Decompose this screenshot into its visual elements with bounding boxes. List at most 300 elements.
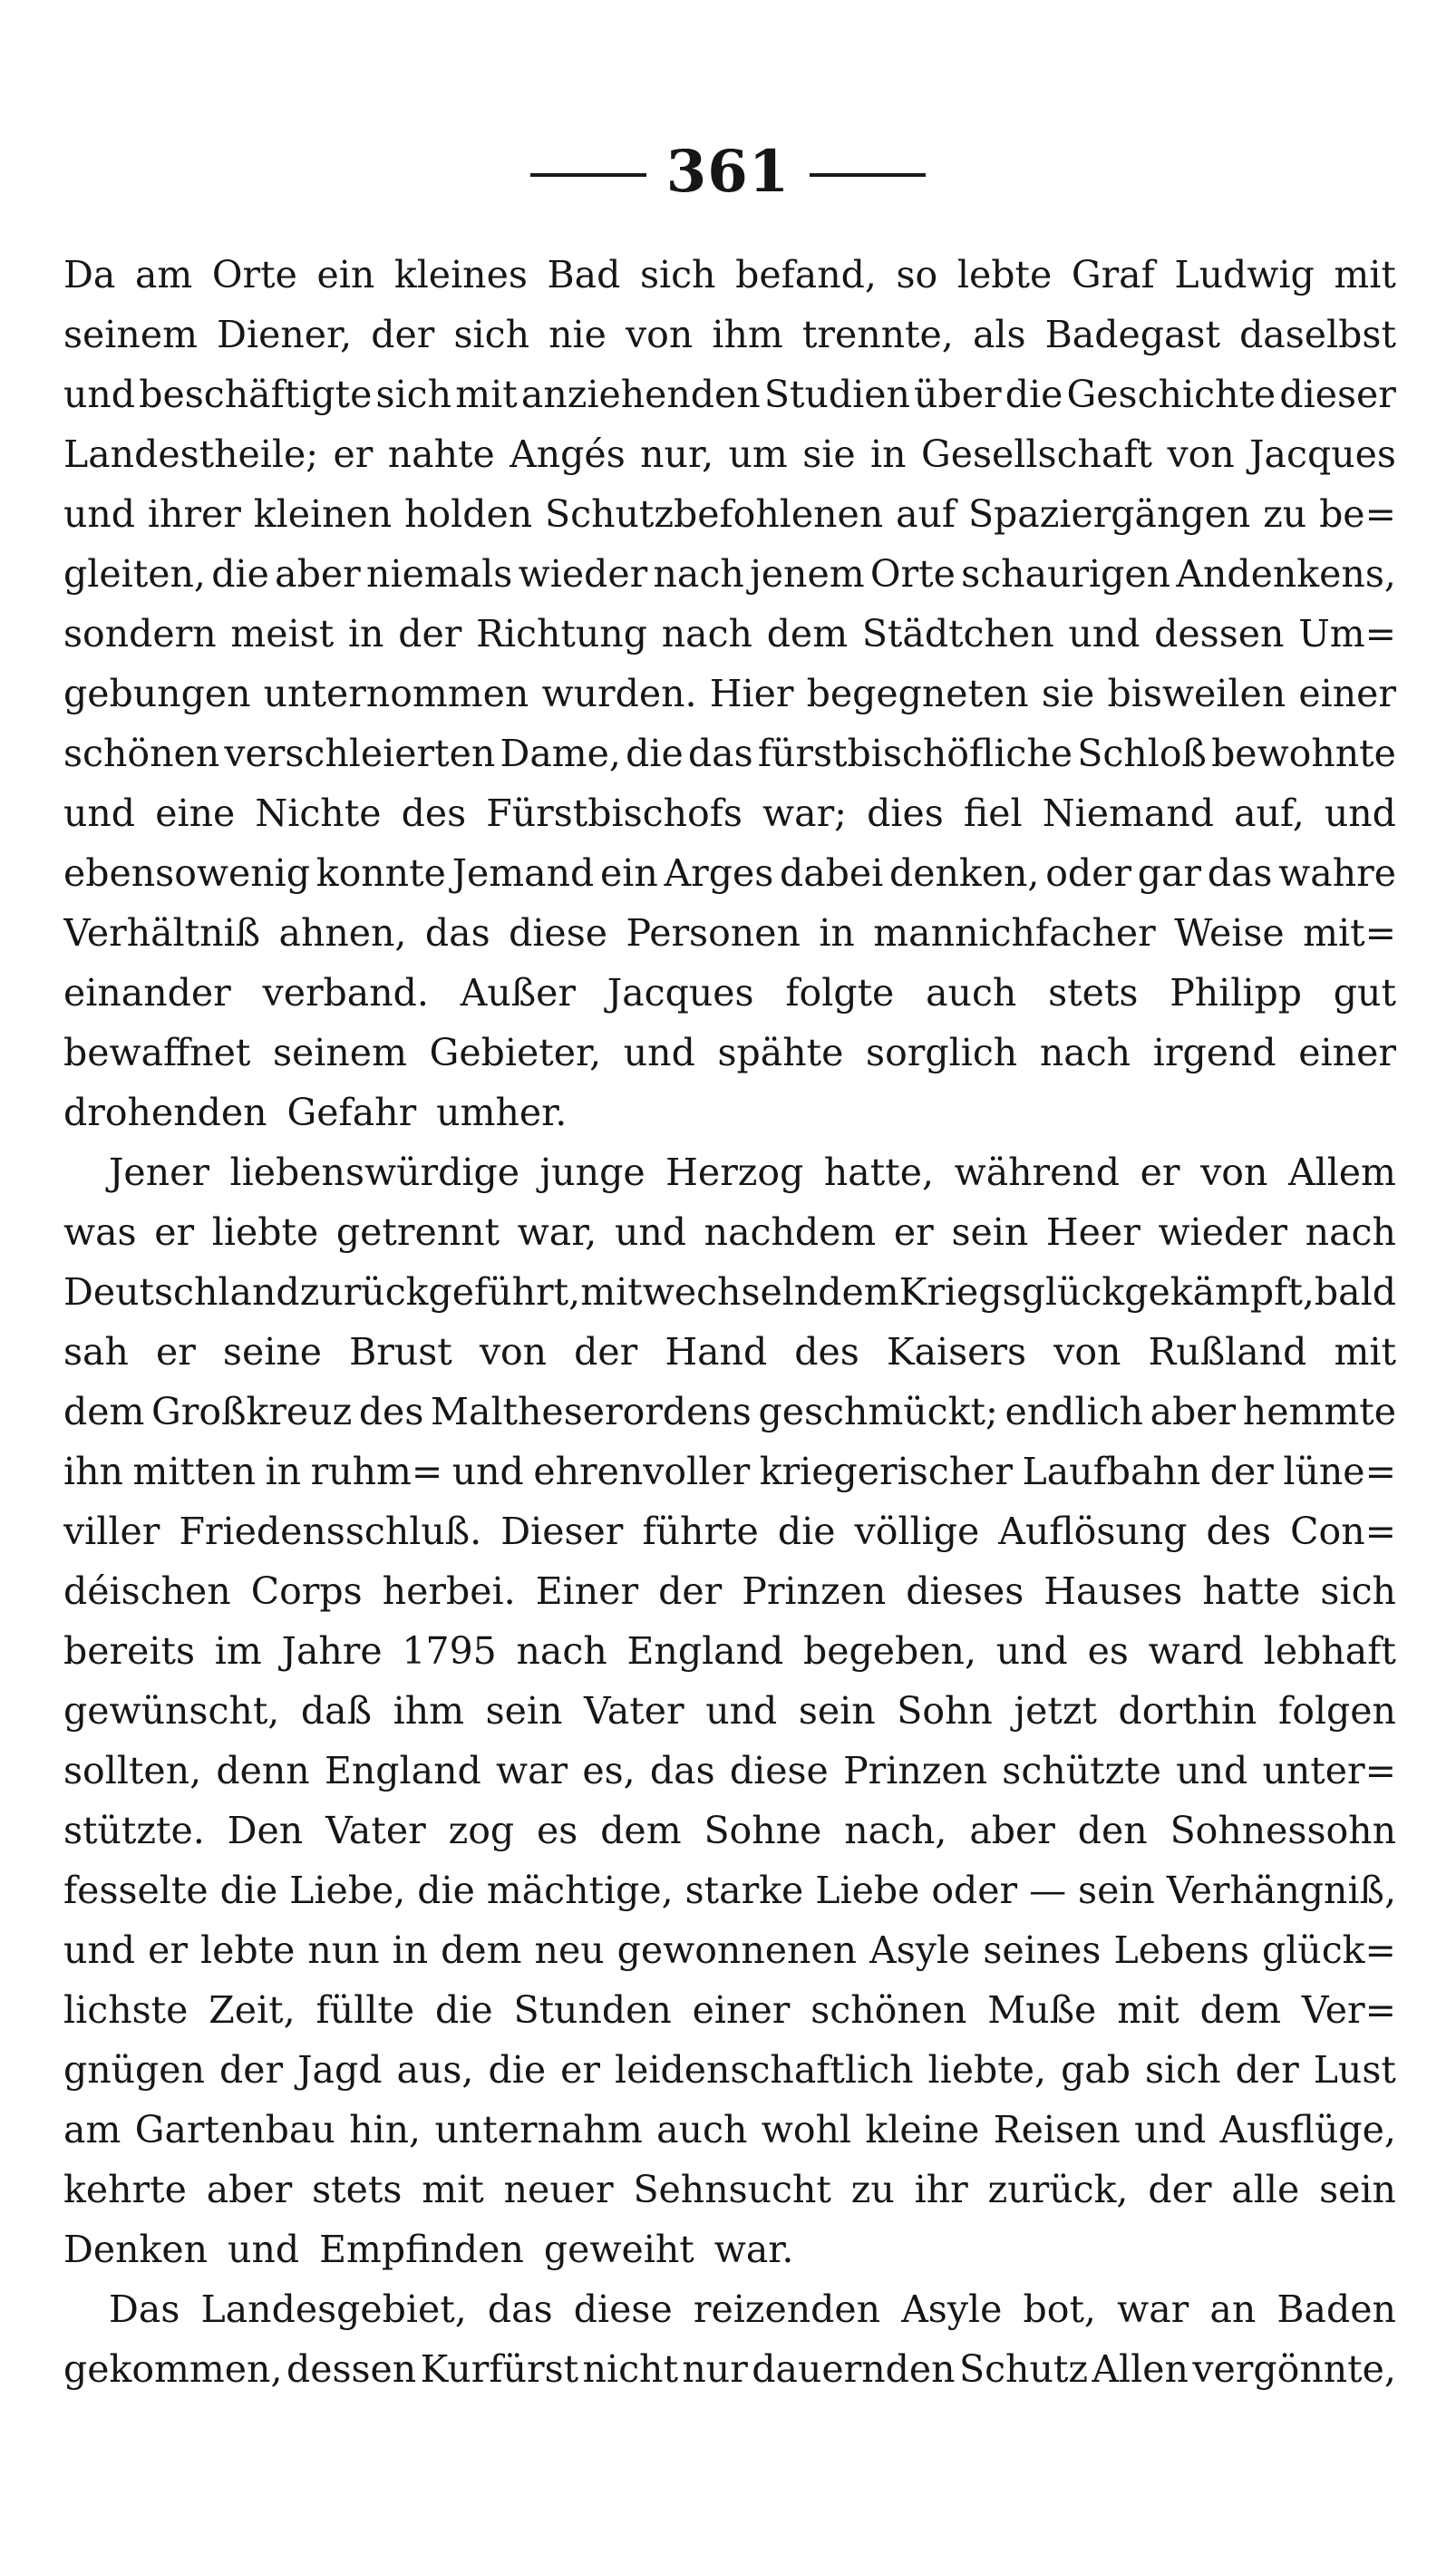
word: sondern [63, 612, 217, 656]
text-line [63, 1920, 1396, 1980]
word: England [626, 1629, 784, 1673]
word: Weise [1174, 911, 1285, 955]
word: auch [926, 971, 1017, 1015]
word: der [1148, 2168, 1212, 2211]
word: diese [509, 911, 608, 955]
word: Orte [869, 552, 956, 596]
word: nahte [387, 432, 495, 476]
header-dash-right [810, 173, 926, 177]
word: gekämpft, [1124, 1270, 1315, 1314]
word: Heer [1045, 1210, 1141, 1254]
word: dem [766, 612, 849, 656]
text-line [63, 2040, 1396, 2100]
word: Vater [583, 1689, 684, 1733]
word: auch [656, 2108, 748, 2151]
word: bald [1314, 1270, 1396, 1314]
word: stützte. [63, 1809, 205, 1852]
word: Außer [460, 971, 576, 1015]
word: dem [441, 1928, 522, 1972]
word: des [1206, 1510, 1272, 1553]
word: gnügen [63, 2048, 205, 2092]
word: schönen [63, 732, 220, 775]
word: reizenden [693, 2287, 881, 2331]
word: wieder [518, 552, 648, 596]
word: dem [63, 1390, 145, 1433]
word: wurden. [541, 672, 697, 715]
word: aber [1150, 1390, 1237, 1433]
word: verband. [262, 971, 429, 1015]
word: und [63, 1928, 136, 1972]
word: Ludwig [1174, 253, 1315, 296]
word: gab [1061, 2048, 1131, 2092]
word: Laufbahn [1022, 1450, 1201, 1493]
word: spähte [717, 1031, 844, 1074]
word: fürstbischöfliche [757, 732, 1073, 775]
word: Kriegsglück [898, 1270, 1125, 1314]
word: die [777, 1510, 836, 1553]
word: dessen [1154, 612, 1285, 656]
word: konnte [315, 851, 446, 895]
word: Gesellschaft [920, 432, 1153, 476]
word: Arges [664, 851, 774, 895]
word: jetzt [1014, 1689, 1097, 1733]
word: des [794, 1330, 859, 1374]
word: an [1209, 2287, 1257, 2331]
word: Da [63, 253, 116, 296]
word: Schloß [1077, 732, 1207, 775]
word: gleiten, [63, 552, 206, 596]
word: war; [762, 792, 847, 835]
word: sein [1319, 2168, 1396, 2211]
word: Das [109, 2287, 180, 2331]
word: während [954, 1151, 1121, 1194]
word: holden [404, 492, 533, 536]
word: sich [1145, 2048, 1221, 2092]
word: es [1087, 1629, 1129, 1673]
word: war [1117, 2287, 1189, 2331]
text-line [63, 305, 1396, 364]
word: Prinzen [742, 1569, 887, 1613]
word: Prinzen [843, 1749, 988, 1792]
word: er [560, 2048, 600, 2092]
word: einer [692, 1988, 791, 2032]
word: endlich [1005, 1390, 1143, 1433]
word: zog [448, 1809, 515, 1852]
word: bewohnte [1211, 732, 1396, 775]
word: unternommen [263, 672, 529, 715]
word: auf [896, 492, 956, 536]
word: nachdem [704, 1210, 877, 1254]
word: am [63, 2108, 121, 2151]
word: Ausflüge, [1219, 2108, 1396, 2151]
word: war, [517, 1210, 597, 1254]
word: gut [1333, 971, 1396, 1015]
word: Diener, [217, 313, 353, 356]
word: Jener [109, 1151, 209, 1194]
word: nach, [844, 1809, 947, 1852]
word: und [1176, 1749, 1248, 1792]
word: trennte, [801, 313, 954, 356]
word: in [265, 1450, 302, 1493]
word: Andenkens, [1176, 552, 1396, 596]
word: Jagd [297, 2048, 383, 2092]
word: ebensowenig [63, 851, 311, 895]
text-line [63, 1621, 1396, 1681]
word: Schutzbefohlenen [545, 492, 884, 536]
word: starke [684, 1869, 804, 1912]
word: in [870, 432, 907, 476]
word: die [219, 1869, 278, 1912]
word: aus, [396, 2048, 474, 2092]
word: gewonnenen [616, 1928, 858, 1972]
word: wechselndem [642, 1270, 899, 1314]
word: mit [1334, 253, 1396, 296]
text-line [63, 2339, 1396, 2399]
word: seines [983, 1928, 1102, 1972]
word: den [1077, 1809, 1148, 1852]
word: nach [516, 1629, 607, 1673]
word: Reisen [993, 2108, 1121, 2151]
word: gar [1137, 851, 1201, 895]
word: liebenswürdige [229, 1151, 519, 1194]
word: in [819, 911, 855, 955]
word: der [219, 2048, 284, 2092]
word: einer [1298, 1031, 1396, 1074]
word: ward [1148, 1629, 1245, 1673]
word: déischen [63, 1569, 231, 1613]
word: vergönnte, [1192, 2347, 1396, 2391]
word: sein [1078, 1869, 1155, 1912]
word: eine [155, 792, 236, 835]
word: Bad [547, 253, 621, 296]
word: ruhm= [310, 1450, 443, 1493]
text-line [63, 2279, 1396, 2339]
word: sein [951, 1210, 1029, 1254]
word: die [1005, 373, 1063, 416]
word: ahnen, [278, 911, 407, 955]
word: der [658, 1569, 723, 1613]
word: von [479, 1330, 548, 1374]
word: war [495, 1749, 568, 1792]
word: nun [307, 1928, 380, 1972]
text-line [63, 1202, 1396, 1262]
text-line [63, 1801, 1396, 1860]
text-line [63, 843, 1396, 903]
word: schützte [1002, 1749, 1161, 1792]
word: verschleierten [224, 732, 496, 775]
text-line [63, 963, 1396, 1023]
word: oder [1045, 851, 1131, 895]
word: bot, [1023, 2287, 1096, 2331]
text-line [63, 724, 1396, 783]
word: neuer [503, 2168, 614, 2211]
word: ihm [712, 313, 783, 356]
word: Hand [665, 1330, 768, 1374]
word: nach [1039, 1031, 1131, 1074]
word: der [371, 313, 435, 356]
word: und [995, 1629, 1068, 1673]
text-line [63, 1262, 1396, 1322]
word: die [434, 1988, 493, 2032]
word: die [211, 552, 269, 596]
word: und [63, 492, 136, 536]
text-line [63, 1442, 1396, 1501]
word: lebte [199, 1928, 296, 1972]
text-line [63, 664, 1396, 724]
word: ehrenvoller [533, 1450, 751, 1493]
word: dieses [906, 1569, 1024, 1613]
word: England [324, 1749, 481, 1792]
word: niemals [366, 552, 513, 596]
word: Den [227, 1809, 304, 1852]
word: auf, [1234, 792, 1305, 835]
word: Großkreuz [151, 1390, 353, 1433]
word: denken, [889, 851, 1040, 895]
word: glück= [1261, 1928, 1396, 1972]
word: Friedensschluß. [179, 1510, 482, 1553]
word: und [63, 373, 136, 416]
word: einander [63, 971, 231, 1015]
word: Allen [1092, 2347, 1189, 2391]
word: der [574, 1330, 638, 1374]
word: irgend [1152, 1031, 1276, 1074]
word: von [1167, 432, 1235, 476]
word: Gebieter, [429, 1031, 602, 1074]
word: einer [1298, 672, 1396, 715]
word: jenem [750, 552, 865, 596]
word: und [623, 1031, 695, 1074]
word: mit [422, 2168, 484, 2211]
word: kleine [865, 2108, 980, 2151]
word: aber [969, 1809, 1055, 1852]
word: geweiht [543, 2228, 694, 2271]
word: dies [867, 792, 944, 835]
word: dauernden [752, 2347, 956, 2391]
word: Fürstbischofs [486, 792, 743, 835]
word: begeben, [803, 1629, 976, 1673]
word: Philipp [1170, 971, 1303, 1015]
word: Verhängniß, [1166, 1869, 1396, 1912]
word: nach [661, 612, 752, 656]
word: unternahm [434, 2108, 643, 2151]
word: anziehenden [520, 373, 761, 416]
word: sein [485, 1689, 563, 1733]
word: nicht [582, 2347, 678, 2391]
word: nach [653, 552, 744, 596]
word: Hier [709, 672, 794, 715]
word: nie [548, 313, 607, 356]
text-line [63, 1561, 1396, 1621]
word: war. [713, 2228, 794, 2271]
word: Gartenbau [134, 2108, 335, 2151]
word: bewaffnet [63, 1031, 251, 1074]
word: sollten, [63, 1749, 202, 1792]
word: mächtige, [486, 1869, 674, 1912]
word: Hauses [1043, 1569, 1183, 1613]
word: er [1140, 1151, 1180, 1194]
word: Allem [1287, 1151, 1396, 1194]
word: dem [1199, 1988, 1281, 2032]
word: des [401, 792, 467, 835]
word: Personen [626, 911, 801, 955]
word: über [914, 373, 1002, 416]
word: stets [312, 2168, 403, 2211]
word: Verhältniß [63, 911, 261, 955]
text-line [63, 1980, 1396, 2040]
word: Sehnsucht [633, 2168, 831, 2211]
word: lebhaft [1263, 1629, 1396, 1673]
word: hatte [1202, 1569, 1301, 1613]
word: der [398, 612, 462, 656]
word: hatte, [823, 1151, 935, 1194]
word: die [626, 732, 684, 775]
word: liebte [211, 1210, 319, 1254]
word: füllte [315, 1988, 415, 2032]
word: und [1324, 792, 1396, 835]
word: die [417, 1869, 475, 1912]
word: be= [1319, 492, 1396, 536]
word: seinem [63, 313, 198, 356]
word: Vater [325, 1809, 426, 1852]
word: Spaziergängen [967, 492, 1251, 536]
word: sie [802, 432, 856, 476]
word: Auflösung [998, 1510, 1188, 1553]
word: mit [1334, 1330, 1396, 1374]
word: dessen [286, 2347, 417, 2391]
word: er [154, 1210, 195, 1254]
word: Städtchen [861, 612, 1054, 656]
text-line [63, 424, 1396, 484]
word: mit [455, 373, 518, 416]
word: der [1235, 2048, 1299, 2092]
word: nach [1305, 1210, 1396, 1254]
word: oder [931, 1869, 1018, 1912]
word: was [63, 1210, 137, 1254]
text-line [63, 2100, 1396, 2160]
word: Stunden [513, 1988, 672, 2032]
word: Sohn [897, 1689, 993, 1733]
word: Ver= [1301, 1988, 1396, 2032]
word: Muße [987, 1988, 1097, 2032]
word: wohl [761, 2108, 852, 2151]
word: folgte [785, 971, 895, 1015]
word: er [155, 1330, 196, 1374]
word: am [134, 253, 193, 296]
word: dorthin [1118, 1689, 1257, 1733]
word: dieser [1279, 373, 1396, 416]
text-line [63, 1501, 1396, 1561]
word: und [1068, 612, 1141, 656]
word: begegneten [806, 672, 1029, 715]
word: Landesgebiet, [200, 2287, 467, 2331]
word: nur [682, 2347, 748, 2391]
word: Angés [510, 432, 626, 476]
word: die [488, 2048, 547, 2092]
word: Jacques [607, 971, 754, 1015]
word: liebte, [927, 2048, 1047, 2092]
text-line [63, 484, 1396, 544]
word: Corps [250, 1569, 363, 1613]
word: bisweilen [1107, 672, 1286, 715]
word: befand, [735, 253, 877, 296]
word: kleines [393, 253, 528, 296]
text-line [63, 245, 1396, 305]
word: junge [539, 1151, 645, 1194]
word: zu [850, 2168, 895, 2211]
word: sich [1320, 1569, 1396, 1613]
word: kleinen [253, 492, 393, 536]
word: kehrte [63, 2168, 187, 2211]
word: hemmte [1242, 1390, 1396, 1433]
word: in [392, 1928, 429, 1972]
word: gekommen, [63, 2347, 283, 2391]
word: daß [300, 1689, 372, 1733]
text-line [63, 783, 1396, 843]
word: Empfinden [319, 2228, 524, 2271]
word: Niemand [1042, 792, 1215, 835]
word: unter= [1262, 1749, 1396, 1792]
word: er [148, 1928, 188, 1972]
word: als [972, 313, 1026, 356]
word: ein [599, 851, 658, 895]
word: wieder [1158, 1210, 1288, 1254]
word: schaurigen [961, 552, 1171, 596]
word: fesselte [63, 1869, 209, 1912]
text-line [63, 1083, 1396, 1142]
word: und [63, 792, 136, 835]
word: neu [534, 1928, 605, 1972]
word: Dame, [500, 732, 621, 775]
word: gewünscht, [63, 1689, 280, 1733]
word: das [649, 1749, 715, 1792]
word: von [1053, 1330, 1121, 1374]
text-line [63, 903, 1396, 963]
word: Brust [349, 1330, 452, 1374]
word: Lebens [1113, 1928, 1249, 1972]
word: mannichfacher [873, 911, 1156, 955]
word: er [333, 432, 374, 476]
word: völlige [854, 1510, 980, 1553]
text-line [63, 1382, 1396, 1442]
word: zu [1263, 492, 1307, 536]
word: Landestheile; [63, 432, 319, 476]
word: und [705, 1689, 778, 1733]
word: seine [222, 1330, 323, 1374]
word: Deutschland [63, 1270, 300, 1314]
word: aber [206, 2168, 293, 2211]
text-line [63, 364, 1396, 424]
word: beschäftigte [139, 373, 373, 416]
word: er [893, 1210, 934, 1254]
word: kriegerischer [759, 1450, 1013, 1493]
word: Jahre [281, 1629, 383, 1673]
word: so [896, 253, 938, 296]
word: diese [729, 1749, 829, 1792]
word: das [487, 2287, 553, 2331]
word: Studien [763, 373, 910, 416]
word: und [614, 1210, 687, 1254]
word: Gefahr [286, 1091, 417, 1134]
word: Zeit, [209, 1988, 296, 2032]
word: drohenden [63, 1091, 267, 1134]
word: sein [798, 1689, 876, 1733]
word: das [1207, 851, 1273, 895]
word: hin, [349, 2108, 422, 2151]
word: Kaisers [886, 1330, 1027, 1374]
word: zurück, [987, 2168, 1129, 2211]
header-dash-left [530, 173, 646, 177]
word: Kurfürst [420, 2347, 579, 2391]
